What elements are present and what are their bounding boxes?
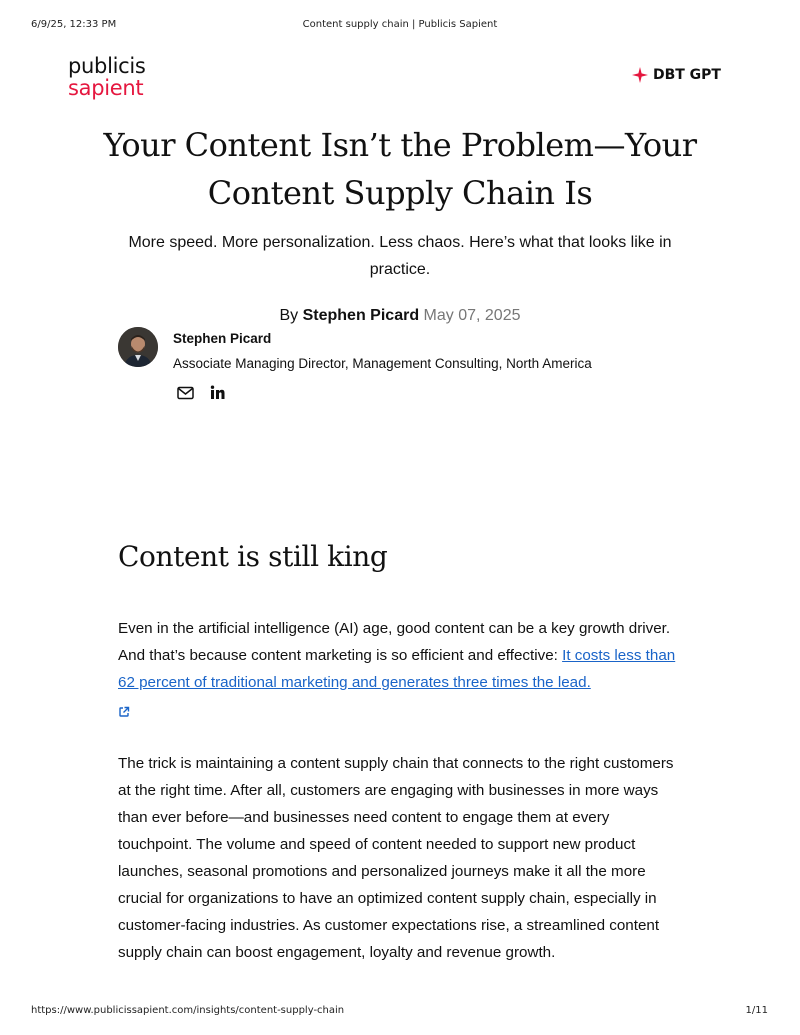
byline <box>0 305 800 327</box>
sparkle-icon <box>632 67 648 83</box>
external-link-icon[interactable] <box>118 700 130 727</box>
print-page-title: Content supply chain | Publicis Sapient <box>302 19 498 30</box>
author-social-links <box>177 385 225 400</box>
dbt-gpt-button[interactable] <box>632 67 721 83</box>
logo-line-2: sapient <box>68 76 144 100</box>
print-datetime: 6/9/25, 12:33 PM <box>31 19 117 30</box>
dbt-gpt-label: DBT GPT <box>652 67 721 83</box>
paragraph-2: The trick is maintaining a content supply chain that connects to the right customers at the right time. After all, customers are engaging with businesses in more ways than ever before—and businesses need content to engage them at every touchpoint. The volume and speed of content needed to support new product launches, seasonal promotions and personalized journeys make it all the more crucial for organizations to have an optimized content supply chain, especially in customer-facing industries. As customer expectations rise, a streamlined content supply chain can boost engagement, loyalty and revenue growth. <box>118 755 674 961</box>
section-heading: Content is still king <box>118 540 388 573</box>
print-url: https://www.publicissapient.com/insights/content-supply-chain <box>31 1005 345 1016</box>
author-avatar <box>118 327 158 367</box>
author-role: Associate Managing Director, Management Consulting, North America <box>173 356 592 371</box>
external-link[interactable]: It costs less than 62 percent of traditional marketing and generates three times the lead. <box>118 647 676 691</box>
publicis-sapient-logo[interactable] <box>68 55 146 99</box>
print-page-number: 1/11 <box>745 1005 768 1016</box>
byline-prefix: By <box>279 307 299 324</box>
paragraph-1 <box>118 615 683 727</box>
paragraph-1-text: Even in the artificial intelligence (AI) age, good content can be a key growth driver. And that’s because content marketing is so efficient and effective: <box>118 620 671 664</box>
article-subtitle: More speed. More personalization. Less chaos. Here’s what that looks like in practice. <box>128 234 672 278</box>
author-name: Stephen Picard <box>173 331 272 346</box>
logo-line-1: publicis <box>68 54 146 78</box>
linkedin-icon[interactable] <box>210 385 225 400</box>
mail-icon[interactable] <box>177 386 194 400</box>
byline-author[interactable]: Stephen Picard <box>302 307 420 324</box>
byline-date: May 07, 2025 <box>423 307 521 324</box>
article-title: Your Content Isn’t the Problem—Your Content Supply Chain Is <box>103 126 697 212</box>
